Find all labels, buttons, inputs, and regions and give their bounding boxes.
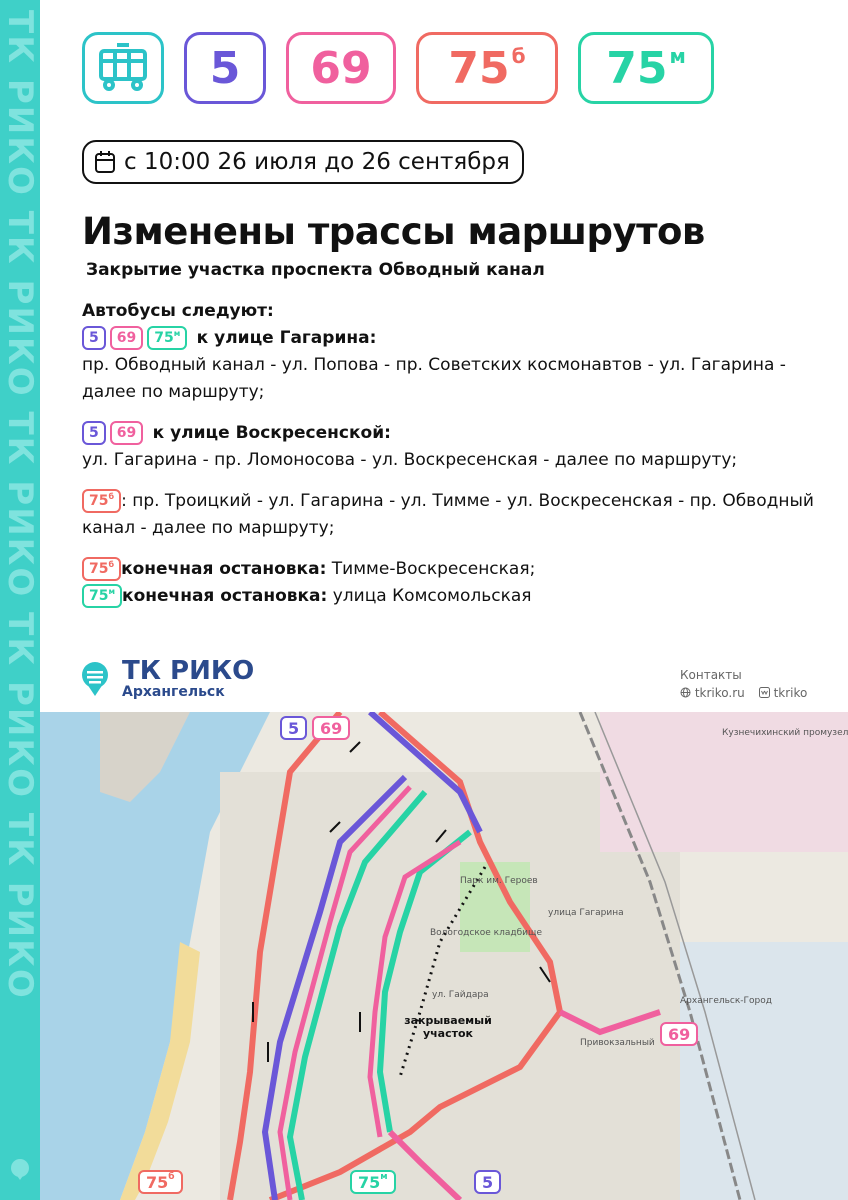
brand-pin-icon	[8, 1158, 32, 1182]
brand-pin-icon	[80, 661, 110, 697]
map-badge-69: 69	[312, 716, 350, 740]
mini-badge-75m: 75 $^м$	[147, 326, 187, 350]
map-badge-5: 5	[280, 716, 307, 740]
intro: Автобусы следуют:	[82, 301, 274, 321]
mini-badge-75b: 75 $^б$	[82, 489, 121, 513]
group-voskresenskaya	[82, 420, 822, 474]
date-pill	[82, 140, 524, 184]
group-gagarina-text: пр. Обводный канал - ул. Попова - пр. Советских космонавтов - ул. Гагарина - далее по маршруту;	[82, 355, 786, 402]
cemetery-label: Вологодское кладбище	[430, 928, 543, 938]
terminal-75m	[82, 583, 822, 610]
page-subtitle: Закрытие участка проспекта Обводный канал	[86, 260, 545, 280]
date-text: с 10:00 26 июля до 26 сентября	[124, 149, 510, 175]
mini-badge-75m: 75 $^м$	[82, 584, 122, 608]
badge-route-75b: 75 $^б$	[416, 32, 558, 104]
mini-badge-5: 5	[82, 421, 106, 445]
badge-route-75m: 75 $^м$	[578, 32, 714, 104]
street-privokzalny: Привокзальный	[580, 1038, 655, 1048]
street-gagarina: улица Гагарина	[548, 908, 624, 918]
badge-bus-icon	[82, 32, 164, 104]
badge-route-69: 69	[286, 32, 396, 104]
terminal-label: конечная остановка:	[122, 586, 328, 606]
map-badge-75m: 75 $^м$	[350, 1170, 396, 1194]
route-map	[40, 712, 848, 1200]
calendar-icon	[94, 150, 116, 174]
terminal-75b	[82, 556, 822, 583]
terminal-label: конечная остановка:	[121, 559, 327, 579]
group-gagarina-heading: к улице Гагарина:	[196, 328, 377, 348]
page-title: Изменены трассы маршрутов	[82, 210, 705, 253]
map-badge-5-south: 5	[474, 1170, 501, 1194]
globe-icon	[680, 687, 691, 698]
brand-logo	[80, 658, 254, 700]
group-75b	[82, 488, 822, 542]
park-label: Парк им. Героев	[460, 876, 538, 886]
map-badge-69-east: 69	[660, 1022, 698, 1046]
station-label: Архангельск-Город	[680, 996, 772, 1006]
route-badges	[82, 32, 714, 104]
contacts	[680, 668, 807, 700]
side-strip	[0, 0, 40, 1200]
mini-badge-75b: 75 $^б$	[82, 557, 121, 581]
contact-site[interactable]: tkriko.ru	[680, 686, 745, 700]
group-75b-text: : пр. Троицкий - ул. Гагарина - ул. Тимме - ул. Воскресенская - пр. Обводный канал - далее по маршруту;	[82, 491, 814, 538]
group-gagarina	[82, 325, 822, 406]
closed-section-label: закрываемый участок	[404, 1014, 492, 1040]
badge-route-5: 5	[184, 32, 266, 104]
mini-badge-5: 5	[82, 326, 106, 350]
map-badge-75b: 75 $^б$	[138, 1170, 183, 1194]
terminal-75b-text: Тимме-Воскресенская;	[331, 559, 536, 579]
tram-bus-icon	[95, 43, 151, 93]
contact-social[interactable]: tkriko	[759, 686, 808, 700]
brand-name: ТК РИКО	[122, 656, 255, 686]
street-gaidara: ул. Гайдара	[432, 990, 489, 1000]
mini-badge-69: 69	[110, 421, 143, 445]
mini-badge-69: 69	[110, 326, 143, 350]
side-strip-text: ТК РИКО ТК РИКО ТК РИКО ТК РИКО ТК РИКО	[0, 10, 40, 1000]
district-label: Кузнечихинский промузел	[722, 728, 848, 738]
route-changes	[82, 298, 822, 610]
vk-icon	[759, 687, 770, 698]
group-voskresenskaya-text: ул. Гагарина - пр. Ломоносова - ул. Воскресенская - далее по маршруту;	[82, 450, 738, 470]
terminal-75m-text: улица Комсомольская	[332, 586, 532, 606]
brand-city: Архангельск	[122, 684, 225, 700]
map-canvas	[40, 712, 848, 1200]
group-voskresenskaya-heading: к улице Воскресенской:	[152, 423, 391, 443]
contacts-label: Контакты	[680, 668, 742, 682]
